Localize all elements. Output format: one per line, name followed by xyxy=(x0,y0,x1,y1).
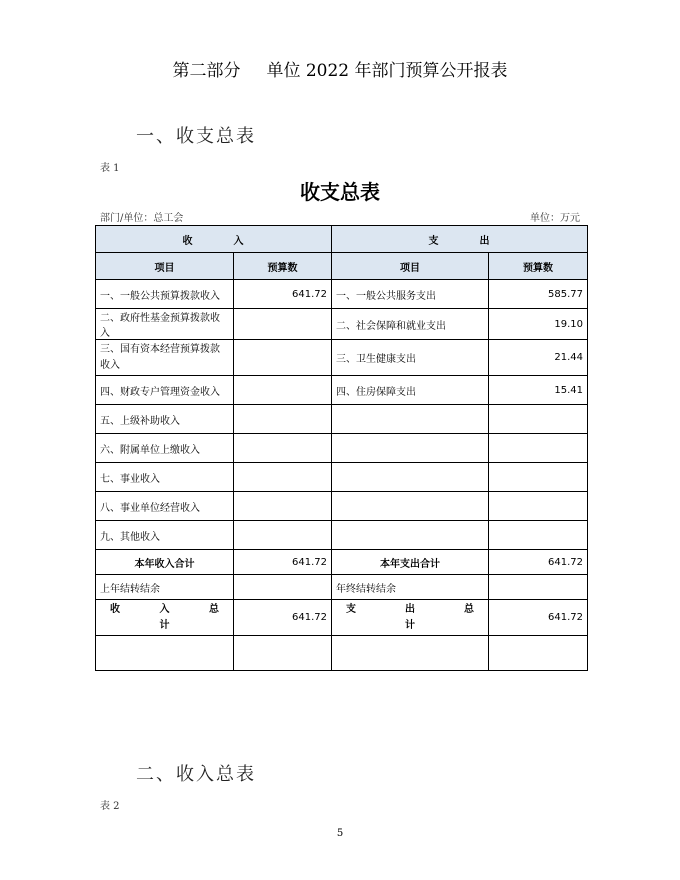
expense-value xyxy=(489,405,588,434)
expense-item xyxy=(332,492,489,521)
expense-item xyxy=(332,434,489,463)
expense-item xyxy=(332,463,489,492)
expense-value xyxy=(489,463,588,492)
grand-expense-total-label: 支 出 总 计 xyxy=(332,600,489,636)
expense-item xyxy=(332,405,489,434)
income-value: 641.72 xyxy=(234,280,332,309)
carryover-in-label: 上年结转结余 xyxy=(96,575,234,600)
expense-item: 四、住房保障支出 xyxy=(332,376,489,405)
table-row xyxy=(96,521,588,550)
income-item: 九、其他收入 xyxy=(96,521,234,550)
table-row xyxy=(96,434,588,463)
carryover-row xyxy=(96,575,588,600)
table-title: 收支总表 xyxy=(300,180,380,204)
income-value xyxy=(234,405,332,434)
grand-total-row xyxy=(96,600,588,636)
income-header: 收 入 xyxy=(96,226,332,253)
col-expense-item: 项目 xyxy=(332,253,489,280)
expense-value xyxy=(489,521,588,550)
empty-cell xyxy=(96,636,234,671)
budget-summary-table xyxy=(95,225,588,671)
table-header-row xyxy=(96,226,588,253)
section-heading-1: 一、收支总表 xyxy=(136,126,256,147)
carryover-in-value xyxy=(234,575,332,600)
expense-value: 19.10 xyxy=(489,309,588,340)
table-row xyxy=(96,492,588,521)
income-item: 八、事业单位经营收入 xyxy=(96,492,234,521)
carryover-out-value xyxy=(489,575,588,600)
empty-cell xyxy=(489,636,588,671)
year-expense-total: 641.72 xyxy=(489,550,588,575)
expense-item: 一、一般公共服务支出 xyxy=(332,280,489,309)
income-value xyxy=(234,340,332,376)
year-expense-total-label: 本年支出合计 xyxy=(332,550,489,575)
income-item: 二、政府性基金预算拨款收入 xyxy=(96,309,234,340)
col-expense-budget: 预算数 xyxy=(489,253,588,280)
income-item: 六、附属单位上缴收入 xyxy=(96,434,234,463)
empty-row xyxy=(96,636,588,671)
expense-header: 支 出 xyxy=(332,226,588,253)
unit-label: 单位：万元 xyxy=(530,213,580,224)
empty-cell xyxy=(234,636,332,671)
income-value xyxy=(234,463,332,492)
table-number-1: 表 1 xyxy=(100,163,120,174)
income-item: 七、事业收入 xyxy=(96,463,234,492)
grand-income-total: 641.72 xyxy=(234,600,332,636)
table-row xyxy=(96,405,588,434)
expense-value: 15.41 xyxy=(489,376,588,405)
expense-item: 二、社会保障和就业支出 xyxy=(332,309,489,340)
expense-value xyxy=(489,434,588,463)
income-value xyxy=(234,309,332,340)
section-heading-2: 二、收入总表 xyxy=(136,764,256,785)
grand-income-total-label: 收 入 总 计 xyxy=(96,600,234,636)
expense-item: 三、卫生健康支出 xyxy=(332,340,489,376)
year-total-row xyxy=(96,550,588,575)
expense-value: 21.44 xyxy=(489,340,588,376)
column-header-row xyxy=(96,253,588,280)
carryover-out-label: 年终结转结余 xyxy=(332,575,489,600)
income-value xyxy=(234,434,332,463)
income-value xyxy=(234,492,332,521)
page-number: 5 xyxy=(336,828,344,839)
income-value xyxy=(234,521,332,550)
year-income-total: 641.72 xyxy=(234,550,332,575)
table-number-2: 表 2 xyxy=(100,801,120,812)
page-title: 第二部分 单位 2022 年部门预算公开报表 xyxy=(172,61,508,81)
income-value xyxy=(234,376,332,405)
income-item: 四、财政专户管理资金收入 xyxy=(96,376,234,405)
expense-value: 585.77 xyxy=(489,280,588,309)
department-label: 部门/单位：总工会 xyxy=(100,213,184,224)
expense-value xyxy=(489,492,588,521)
col-income-budget: 预算数 xyxy=(234,253,332,280)
empty-cell xyxy=(332,636,489,671)
col-income-item: 项目 xyxy=(96,253,234,280)
table-row xyxy=(96,280,588,309)
table-row xyxy=(96,376,588,405)
table-row xyxy=(96,463,588,492)
income-item: 五、上级补助收入 xyxy=(96,405,234,434)
income-item: 三、国有资本经营预算拨款收入 xyxy=(96,340,234,376)
expense-item xyxy=(332,521,489,550)
income-item: 一、一般公共预算拨款收入 xyxy=(96,280,234,309)
table-row xyxy=(96,340,588,376)
year-income-total-label: 本年收入合计 xyxy=(96,550,234,575)
grand-expense-total: 641.72 xyxy=(489,600,588,636)
table-row xyxy=(96,309,588,340)
